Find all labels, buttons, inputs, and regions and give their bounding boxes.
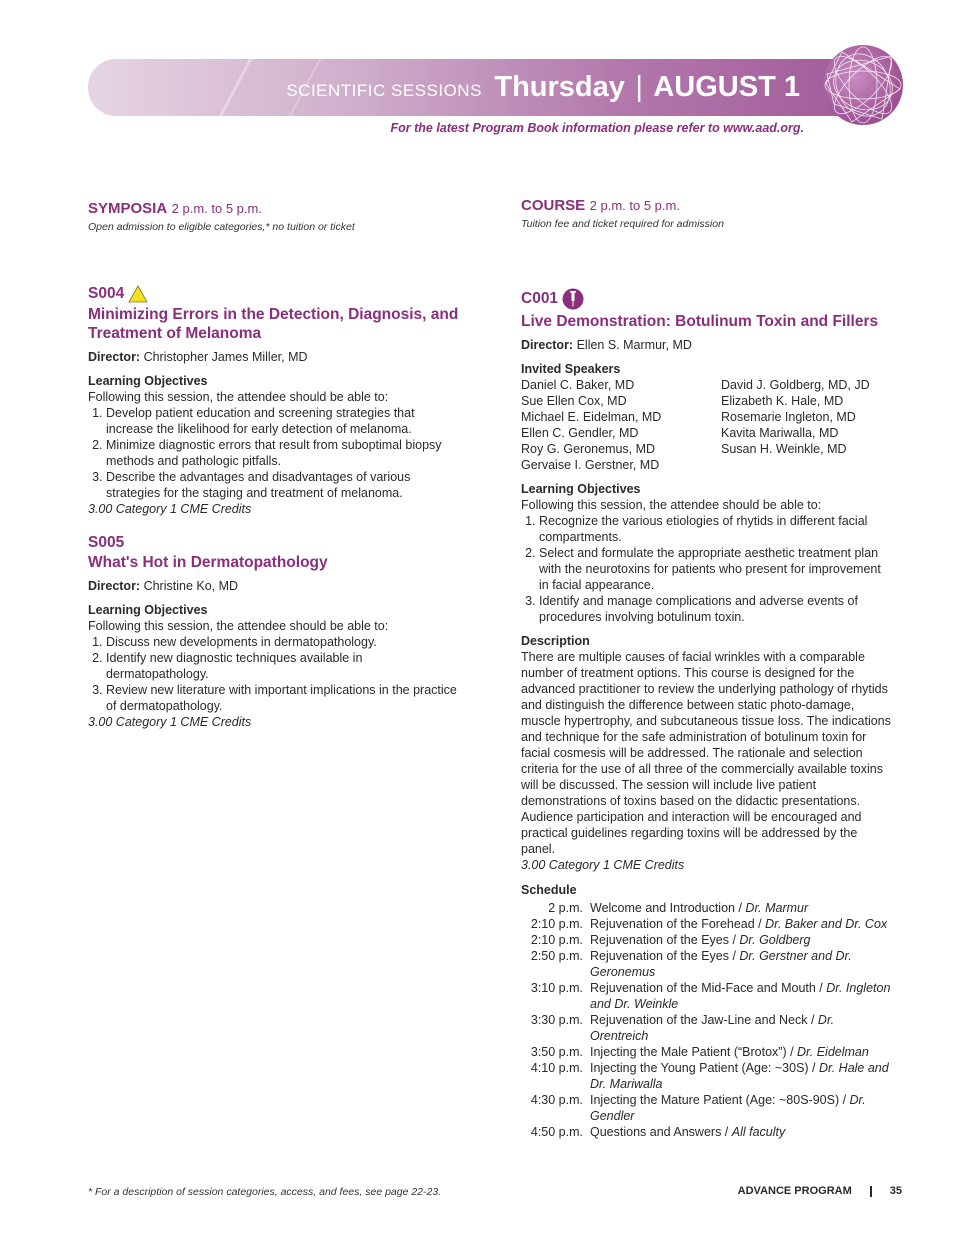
list-item: 3. Describe the advantages and disadvantages of various strategies for the staging and treatment of melanoma. bbox=[106, 469, 463, 501]
session-code: S004 bbox=[88, 285, 125, 302]
date-label: AUGUST 1 bbox=[653, 71, 800, 103]
objectives-list bbox=[88, 405, 463, 501]
program-label: ADVANCE PROGRAM bbox=[737, 1185, 852, 1197]
title-separator: | bbox=[635, 71, 643, 103]
list-item: Gervaise I. Gerstner, MD bbox=[521, 458, 660, 472]
course-subtitle: Tuition fee and ticket required for admission bbox=[521, 218, 724, 230]
session-director: Director: Ellen S. Marmur, MD bbox=[521, 338, 692, 352]
symposia-time: 2 p.m. to 5 p.m. bbox=[171, 201, 262, 216]
symposia-subtitle: Open admission to eligible categories,* no tuition or ticket bbox=[88, 221, 355, 233]
footnote: * For a description of session categories, access, and fees, see page 22-23. bbox=[88, 1186, 442, 1198]
list-item: Elizabeth K. Hale, MD bbox=[721, 394, 844, 408]
list-item: Sue Ellen Cox, MD bbox=[521, 394, 627, 408]
schedule-row: 4:10 p.m. Injecting the Young Patient (Age: ~30S) / Dr. Hale and Dr. Mariwalla bbox=[530, 1061, 889, 1091]
schedule-row: 3:50 p.m. Injecting the Male Patient (“Brotox”) / Dr. Eidelman bbox=[530, 1045, 869, 1059]
session-code: C001 bbox=[521, 290, 559, 307]
session-code: S005 bbox=[88, 534, 125, 551]
schedule-row: 2:10 p.m. Rejuvenation of the Forehead / Dr. Baker and Dr. Cox bbox=[530, 917, 888, 931]
cme-credits: 3.00 Category 1 CME Credits bbox=[88, 502, 252, 516]
globe-logo-icon bbox=[822, 44, 904, 126]
speakers-label: Invited Speakers bbox=[521, 362, 621, 376]
list-item: Ellen C. Gendler, MD bbox=[521, 426, 639, 440]
schedule-row: 2:10 p.m. Rejuvenation of the Eyes / Dr. Goldberg bbox=[530, 933, 811, 947]
list-item: David J. Goldberg, MD, JD bbox=[721, 378, 870, 392]
course-time: 2 p.m. to 5 p.m. bbox=[589, 198, 680, 213]
schedule-row: 2 p.m. Welcome and Introduction / Dr. Marmur bbox=[548, 901, 809, 915]
schedule-list bbox=[521, 900, 891, 1140]
left-column bbox=[88, 285, 463, 730]
session-director: Director: Christopher James Miller, MD bbox=[88, 350, 308, 364]
list-item: 2. Identify new diagnostic techniques available in dermatopathology. bbox=[106, 650, 463, 682]
warning-triangle-icon bbox=[128, 285, 148, 303]
list-item: Rosemarie Ingleton, MD bbox=[721, 410, 856, 424]
schedule-row: 3:30 p.m. Rejuvenation of the Jaw-Line and Neck / Dr. Orentreich bbox=[530, 1013, 835, 1043]
list-item: Roy G. Geronemus, MD bbox=[521, 442, 656, 456]
page-number: 35 bbox=[889, 1185, 902, 1197]
speakers-left-column bbox=[521, 377, 721, 473]
objectives-label: Learning Objectives bbox=[88, 374, 208, 388]
list-item: 1. Discuss new developments in dermatopathology. bbox=[106, 634, 463, 650]
course-heading bbox=[521, 197, 724, 230]
list-item: 1. Develop patient education and screening strategies that increase the likelihood for early detection of melanoma. bbox=[106, 405, 463, 437]
objectives-label: Learning Objectives bbox=[521, 482, 641, 496]
symposia-title: SYMPOSIA bbox=[88, 200, 168, 217]
list-item: Michael E. Eidelman, MD bbox=[521, 410, 662, 424]
speakers-list bbox=[521, 377, 891, 473]
objectives-intro: Following this session, the attendee should be able to: bbox=[88, 390, 389, 404]
schedule-label: Schedule bbox=[521, 883, 577, 897]
session-s005 bbox=[88, 535, 463, 730]
session-director: Director: Christine Ko, MD bbox=[88, 579, 239, 593]
session-title: Live Demonstration: Botulinum Toxin and Fillers bbox=[521, 313, 879, 330]
list-item: Kavita Mariwalla, MD bbox=[721, 426, 839, 440]
cme-credits: 3.00 Category 1 CME Credits bbox=[88, 715, 252, 729]
banner-decoration bbox=[200, 59, 259, 116]
list-item: 2. Minimize diagnostic errors that result from suboptimal biopsy methods and pathologic pitfalls. bbox=[106, 437, 463, 469]
day-label: Thursday bbox=[494, 71, 625, 103]
objectives-list bbox=[521, 513, 891, 625]
section-label: SCIENTIFIC SESSIONS bbox=[286, 81, 482, 100]
objectives-list bbox=[88, 634, 463, 714]
objectives-intro: Following this session, the attendee should be able to: bbox=[88, 619, 389, 633]
footer-divider bbox=[870, 1186, 872, 1197]
list-item: Daniel C. Baker, MD bbox=[521, 378, 635, 392]
banner-title bbox=[286, 71, 800, 104]
header-banner bbox=[88, 59, 848, 116]
symposia-heading bbox=[88, 200, 355, 233]
schedule-row: 4:50 p.m. Questions and Answers / All faculty bbox=[530, 1125, 786, 1139]
description-label: Description bbox=[521, 634, 590, 648]
session-s004 bbox=[88, 285, 463, 517]
session-title: Minimizing Errors in the Detection, Diagnosis, and Treatment of Melanoma bbox=[88, 306, 459, 342]
schedule-row: 2:50 p.m. Rejuvenation of the Eyes / Dr. Gerstner and Dr. Geronemus bbox=[530, 949, 852, 979]
injection-icon bbox=[562, 288, 584, 310]
list-item: Susan H. Weinkle, MD bbox=[721, 442, 847, 456]
program-notice: For the latest Program Book information please refer to www.aad.org. bbox=[390, 121, 804, 135]
session-title: What's Hot in Dermatopathology bbox=[88, 554, 328, 571]
list-item: 1. Recognize the various etiologies of rhytids in different facial compartments. bbox=[539, 513, 891, 545]
cme-credits: 3.00 Category 1 CME Credits bbox=[521, 858, 685, 872]
schedule-row: 3:10 p.m. Rejuvenation of the Mid-Face and Mouth / Dr. Ingleton and Dr. Weinkle bbox=[530, 981, 891, 1011]
course-title: COURSE bbox=[521, 197, 586, 214]
right-column bbox=[521, 288, 891, 1140]
list-item: 3. Identify and manage complications and adverse events of procedures involving botulinum toxin. bbox=[539, 593, 891, 625]
list-item: 2. Select and formulate the appropriate aesthetic treatment plan with the neurotoxins for patients who present for improvement in facial appearance. bbox=[539, 545, 891, 593]
objectives-label: Learning Objectives bbox=[88, 603, 208, 617]
description-text: There are multiple causes of facial wrinkles with a comparable number of treatment options. This course is designed for the advanced practitioner to review the underlying pathology of rhytids and distinguish the difference between static photo-damage, muscle hypertrophy, and subcutaneous tissue loss. The indications and technique for the safe administration of botulinum toxin for facial cosmesis will be addressed. The rationale and selection criteria for the use of all three of the commercially available toxins will be discussed. The session will include live patient demonstrations of toxins based on the didactic presentations. Audience participation and interaction will be encouraged and practical guidelines regarding toxins will be addressed by the panel. bbox=[521, 650, 891, 856]
page-footer bbox=[738, 1185, 902, 1197]
objectives-intro: Following this session, the attendee should be able to: bbox=[521, 498, 822, 512]
schedule-row: 4:30 p.m. Injecting the Mature Patient (Age: ~80S-90S) / Dr. Gendler bbox=[530, 1093, 866, 1123]
speakers-right-column bbox=[721, 377, 891, 473]
list-item: 3. Review new literature with important implications in the practice of dermatopathology. bbox=[106, 682, 463, 714]
